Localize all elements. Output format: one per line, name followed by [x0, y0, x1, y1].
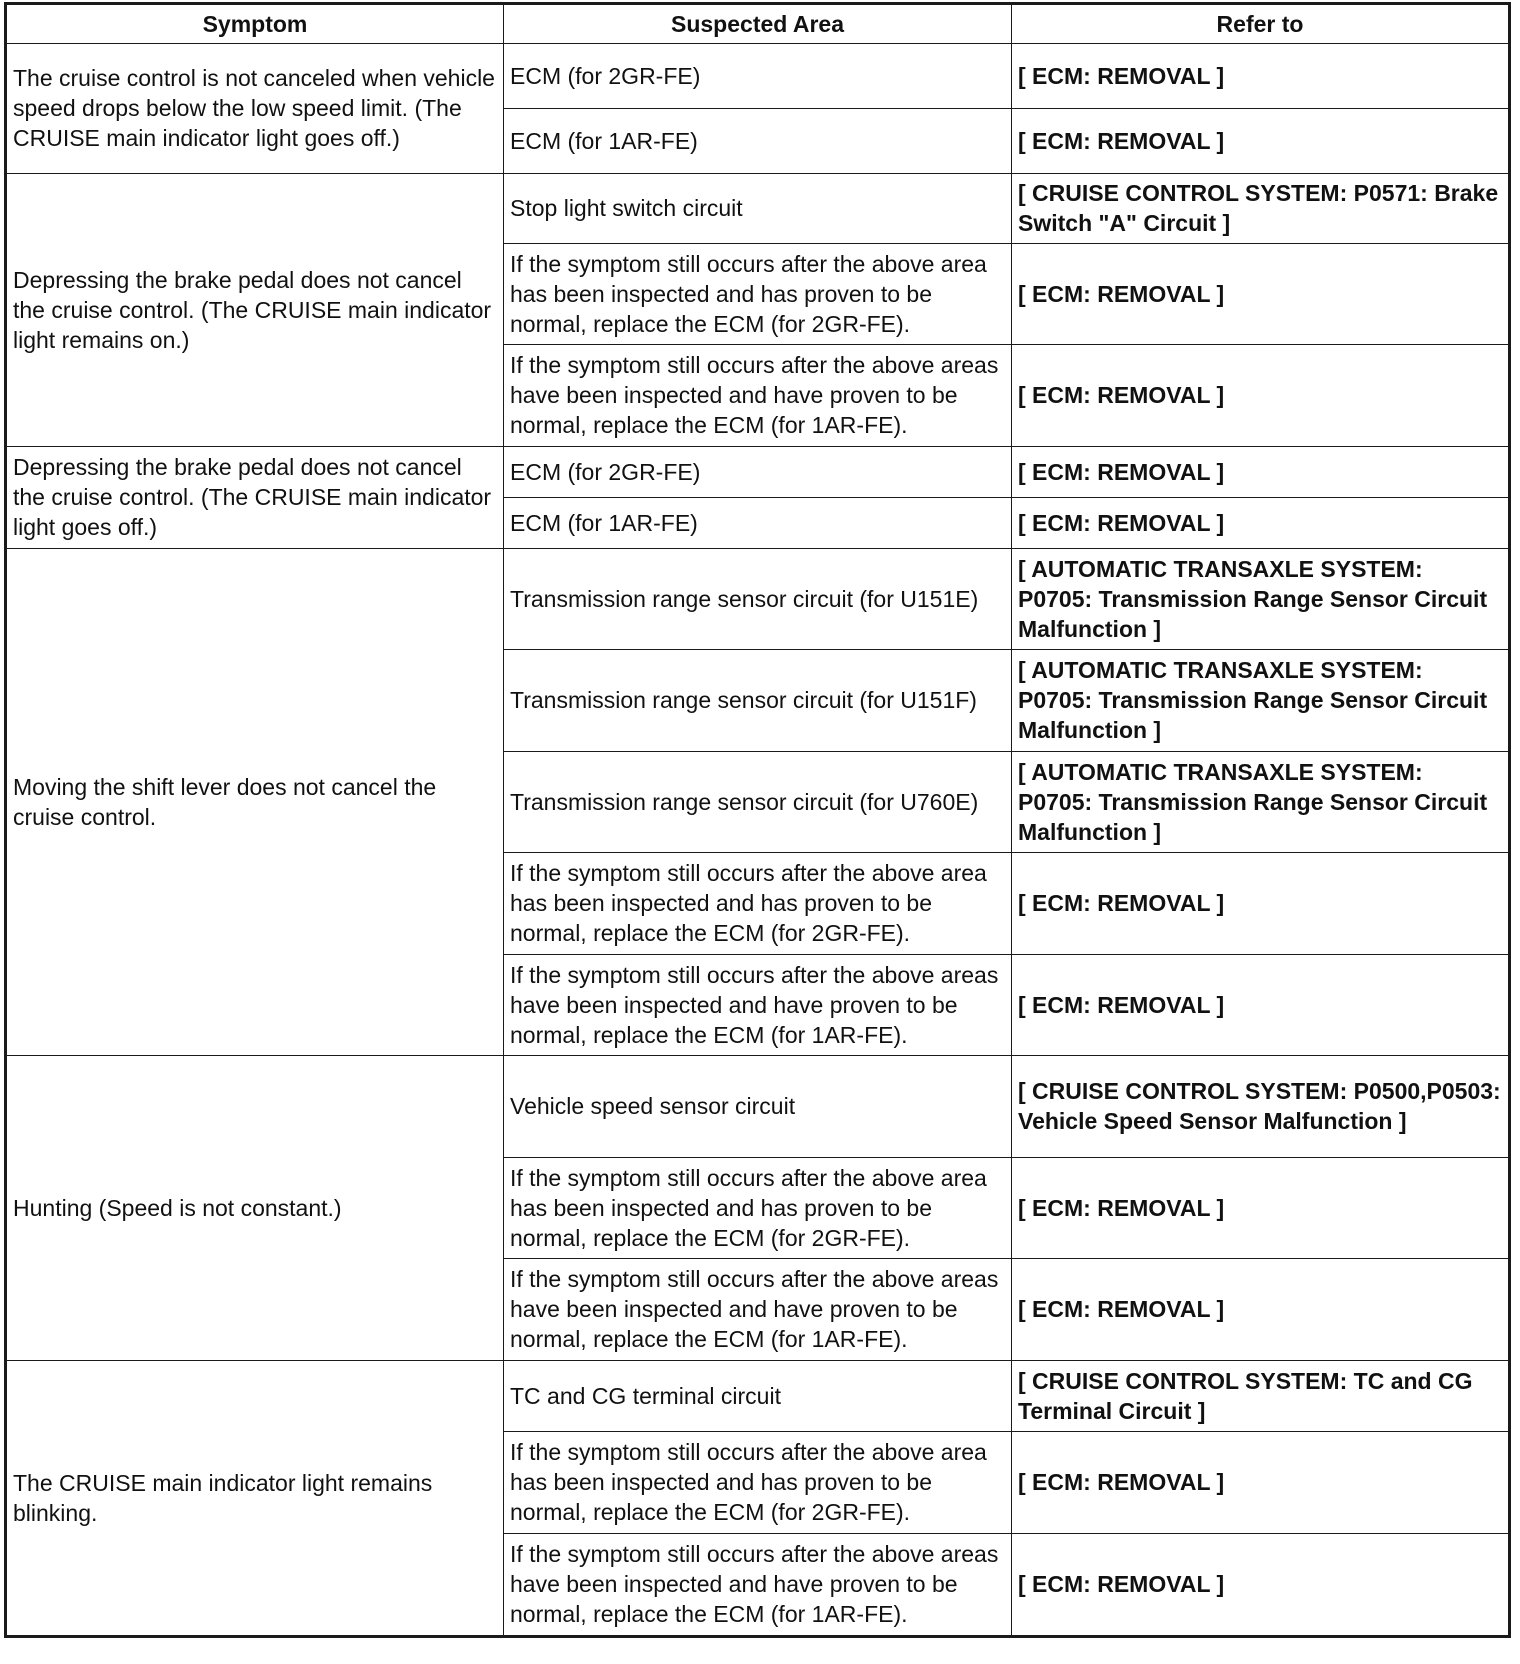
refer-to-cell: [ ECM: REMOVAL ]	[1012, 498, 1509, 549]
table-row	[7, 549, 1509, 650]
refer-to-cell: [ ECM: REMOVAL ]	[1012, 109, 1509, 174]
table-row	[7, 1361, 1509, 1432]
table-row	[7, 174, 1509, 244]
suspected-area-cell: If the symptom still occurs after the above areas have been inspected and have proven to be normal, replace the ECM (for 1AR-FE).	[504, 1259, 1012, 1361]
suspected-area-cell: If the symptom still occurs after the above area has been inspected and has proven to be normal, replace the ECM (for 2GR-FE).	[504, 1432, 1012, 1534]
refer-to-cell: [ CRUISE CONTROL SYSTEM: P0500,P0503: Vehicle Speed Sensor Malfunction ]	[1012, 1056, 1509, 1158]
suspected-area-cell: Transmission range sensor circuit (for U151E)	[504, 549, 1012, 650]
suspected-area-cell: Transmission range sensor circuit (for U760E)	[504, 752, 1012, 853]
symptom-cell: Depressing the brake pedal does not cancel the cruise control. (The CRUISE main indicator light goes off.)	[7, 447, 504, 549]
suspected-area-cell: ECM (for 1AR-FE)	[504, 498, 1012, 549]
table-row	[7, 44, 1509, 109]
suspected-area-cell: Vehicle speed sensor circuit	[504, 1056, 1012, 1158]
refer-to-cell: [ AUTOMATIC TRANSAXLE SYSTEM: P0705: Transmission Range Sensor Circuit Malfunction ]	[1012, 549, 1509, 650]
symptom-cell: Hunting (Speed is not constant.)	[7, 1056, 504, 1361]
refer-to-cell: [ CRUISE CONTROL SYSTEM: TC and CG Terminal Circuit ]	[1012, 1361, 1509, 1432]
refer-to-cell: [ ECM: REMOVAL ]	[1012, 1534, 1509, 1636]
header-row	[7, 5, 1509, 44]
refer-to-cell: [ ECM: REMOVAL ]	[1012, 447, 1509, 498]
suspected-area-cell: Stop light switch circuit	[504, 174, 1012, 244]
table-body	[7, 44, 1509, 1636]
suspected-area-cell: ECM (for 1AR-FE)	[504, 109, 1012, 174]
suspected-area-cell: ECM (for 2GR-FE)	[504, 447, 1012, 498]
refer-to-cell: [ AUTOMATIC TRANSAXLE SYSTEM: P0705: Transmission Range Sensor Circuit Malfunction ]	[1012, 752, 1509, 853]
refer-to-cell: [ ECM: REMOVAL ]	[1012, 44, 1509, 109]
suspected-area-cell: If the symptom still occurs after the above area has been inspected and has proven to be normal, replace the ECM (for 2GR-FE).	[504, 1158, 1012, 1259]
suspected-area-cell: If the symptom still occurs after the above area has been inspected and has proven to be normal, replace the ECM (for 2GR-FE).	[504, 244, 1012, 345]
column-header-refer-to: Refer to	[1012, 5, 1509, 44]
refer-to-cell: [ ECM: REMOVAL ]	[1012, 1432, 1509, 1534]
refer-to-cell: [ ECM: REMOVAL ]	[1012, 853, 1509, 955]
symptom-cell: Depressing the brake pedal does not cancel the cruise control. (The CRUISE main indicator light remains on.)	[7, 174, 504, 447]
suspected-area-cell: If the symptom still occurs after the above areas have been inspected and have proven to be normal, replace the ECM (for 1AR-FE).	[504, 955, 1012, 1056]
suspected-area-cell: If the symptom still occurs after the above areas have been inspected and have proven to be normal, replace the ECM (for 1AR-FE).	[504, 345, 1012, 447]
suspected-area-cell: ECM (for 2GR-FE)	[504, 44, 1012, 109]
suspected-area-cell: Transmission range sensor circuit (for U151F)	[504, 650, 1012, 752]
refer-to-cell: [ ECM: REMOVAL ]	[1012, 955, 1509, 1056]
symptom-cell: Moving the shift lever does not cancel the cruise control.	[7, 549, 504, 1056]
refer-to-cell: [ ECM: REMOVAL ]	[1012, 1158, 1509, 1259]
refer-to-cell: [ ECM: REMOVAL ]	[1012, 345, 1509, 447]
suspected-area-cell: TC and CG terminal circuit	[504, 1361, 1012, 1432]
column-header-symptom: Symptom	[7, 5, 504, 44]
table-row	[7, 447, 1509, 498]
column-header-suspected-area: Suspected Area	[504, 5, 1012, 44]
symptom-cell: The CRUISE main indicator light remains blinking.	[7, 1361, 504, 1636]
symptom-cell: The cruise control is not canceled when vehicle speed drops below the low speed limit. (The CRUISE main indicator light goes off.)	[7, 44, 504, 174]
refer-to-cell: [ CRUISE CONTROL SYSTEM: P0571: Brake Switch "A" Circuit ]	[1012, 174, 1509, 244]
diagnosis-table	[6, 4, 1509, 1636]
suspected-area-cell: If the symptom still occurs after the above areas have been inspected and have proven to be normal, replace the ECM (for 1AR-FE).	[504, 1534, 1012, 1636]
table-row	[7, 1056, 1509, 1158]
refer-to-cell: [ ECM: REMOVAL ]	[1012, 244, 1509, 345]
suspected-area-cell: If the symptom still occurs after the above area has been inspected and has proven to be normal, replace the ECM (for 2GR-FE).	[504, 853, 1012, 955]
refer-to-cell: [ AUTOMATIC TRANSAXLE SYSTEM: P0705: Transmission Range Sensor Circuit Malfunction ]	[1012, 650, 1509, 752]
refer-to-cell: [ ECM: REMOVAL ]	[1012, 1259, 1509, 1361]
